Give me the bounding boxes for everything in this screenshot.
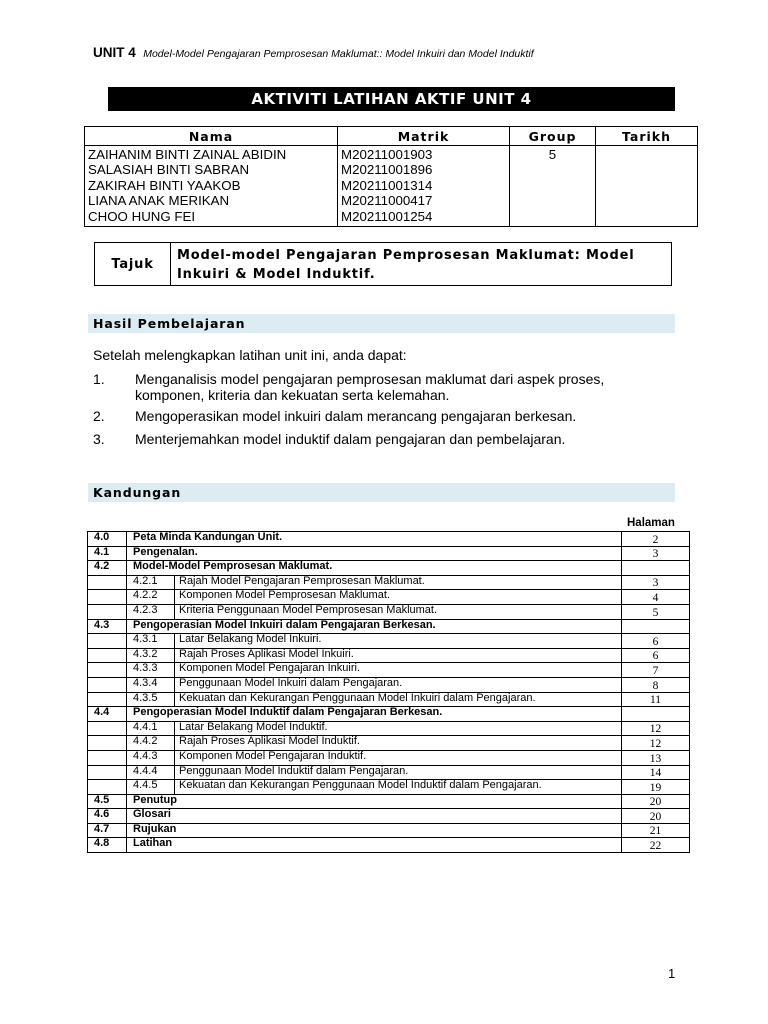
member-tarikh (596, 146, 698, 227)
members-header-row (85, 127, 698, 146)
contents-section-number (88, 648, 127, 663)
contents-page-number: 2 (622, 532, 690, 547)
kandungan-heading: Kandungan (88, 483, 675, 502)
contents-row (88, 838, 690, 853)
contents-page-number: 11 (622, 692, 690, 707)
contents-section-number: 4.8 (88, 838, 127, 853)
contents-page-number (622, 561, 690, 576)
contents-row (88, 765, 690, 780)
contents-page-number: 6 (622, 648, 690, 663)
contents-page-number (622, 619, 690, 634)
contents-section-number (88, 765, 127, 780)
contents-page-number: 22 (622, 838, 690, 853)
members-row (85, 146, 698, 227)
member-group: 5 (510, 146, 596, 227)
objective-text: Mengoperasikan model inkuiri dalam merancang pengajaran berkesan. (135, 408, 577, 424)
objective-number: 3. (93, 431, 105, 447)
contents-page-number: 14 (622, 765, 690, 780)
contents-subsection-number: 4.3.1 (127, 634, 175, 649)
page-title: AKTIVITI LATIHAN AKTIF UNIT 4 (108, 87, 675, 111)
contents-page-number: 12 (622, 736, 690, 751)
member-matrik: M20211001896 (341, 162, 433, 178)
contents-page-number: 20 (622, 794, 690, 809)
contents-section-number: 4.5 (88, 794, 127, 809)
contents-section-number (88, 575, 127, 590)
contents-table (87, 531, 690, 853)
contents-section-title: Model-Model Pemprosesan Maklumat. (127, 561, 622, 576)
contents-section-number (88, 604, 127, 619)
contents-page-number: 6 (622, 634, 690, 649)
contents-section-number (88, 677, 127, 692)
contents-section-number: 4.3 (88, 619, 127, 634)
contents-section-number: 4.2 (88, 561, 127, 576)
contents-row (88, 736, 690, 751)
contents-subsection-number: 4.3.4 (127, 677, 175, 692)
contents-table-body (88, 532, 690, 853)
contents-subsection-number: 4.3.3 (127, 663, 175, 678)
contents-section-number (88, 692, 127, 707)
contents-page-number: 21 (622, 823, 690, 838)
member-matrik: M20211001254 (341, 208, 433, 224)
contents-page-number (622, 707, 690, 722)
member-name: ZAIHANIM BINTI ZAINAL ABIDIN (88, 147, 287, 162)
contents-subsection-title: Kriteria Penggunaan Model Pemprosesan Maklumat. (175, 604, 622, 619)
member-name: SALASIAH BINTI SABRAN (88, 162, 250, 178)
contents-row (88, 677, 690, 692)
contents-page-number: 8 (622, 677, 690, 692)
contents-subsection-title: Komponen Model Pengajaran Inkuiri. (175, 663, 622, 678)
contents-subsection-number: 4.4.2 (127, 736, 175, 751)
objective-number: 1. (93, 371, 105, 387)
contents-section-number (88, 663, 127, 678)
contents-subsection-title: Rajah Model Pengajaran Pemprosesan Maklumat. (175, 575, 622, 590)
contents-subsection-title: Komponen Model Pengajaran Induktif. (175, 750, 622, 765)
contents-row (88, 750, 690, 765)
member-names (85, 146, 338, 227)
contents-section-title: Penutup (127, 794, 622, 809)
contents-subsection-number: 4.4.3 (127, 750, 175, 765)
contents-row (88, 561, 690, 576)
contents-subsection-title: Komponen Model Pemprosesan Maklumat. (175, 590, 622, 605)
contents-page-number: 3 (622, 546, 690, 561)
contents-section-number (88, 721, 127, 736)
header-unit: UNIT 4 (93, 45, 136, 60)
hasil-heading: Hasil Pembelajaran (88, 314, 675, 333)
contents-row (88, 707, 690, 722)
contents-section-number (88, 590, 127, 605)
contents-page-number: 19 (622, 780, 690, 795)
contents-subsection-title: Penggunaan Model Induktif dalam Pengajaran. (175, 765, 622, 780)
contents-section-title: Pengenalan. (127, 546, 622, 561)
tajuk-box (94, 242, 672, 286)
contents-section-number (88, 736, 127, 751)
contents-subsection-number: 4.2.1 (127, 575, 175, 590)
contents-section-number: 4.7 (88, 823, 127, 838)
contents-subsection-number: 4.4.4 (127, 765, 175, 780)
contents-section-number: 4.6 (88, 809, 127, 824)
contents-row (88, 823, 690, 838)
contents-page-number: 3 (622, 575, 690, 590)
member-matrik: M20211001314 (341, 177, 433, 193)
contents-subsection-title: Rajah Proses Aplikasi Model Inkuiri. (175, 648, 622, 663)
running-header (93, 44, 534, 62)
contents-row (88, 532, 690, 547)
col-header-matrik: Matrik (338, 127, 510, 146)
member-name: CHOO HUNG FEI (88, 208, 196, 224)
contents-row (88, 692, 690, 707)
contents-row (88, 604, 690, 619)
contents-row (88, 619, 690, 634)
contents-row (88, 648, 690, 663)
contents-page-number: 12 (622, 721, 690, 736)
contents-subsection-number: 4.3.5 (127, 692, 175, 707)
header-subtitle: Model-Model Pengajaran Pemprosesan Maklumat:: Model Inkuiri dan Model Induktif (143, 48, 534, 60)
member-matrik: M20211000417 (341, 193, 433, 209)
contents-subsection-title: Penggunaan Model Inkuiri dalam Pengajaran. (175, 677, 622, 692)
contents-subsection-title: Latar Belakang Model Induktif. (175, 721, 622, 736)
contents-section-title: Latihan (127, 838, 622, 853)
hasil-intro: Setelah melengkapkan latihan unit ini, anda dapat: (93, 347, 407, 363)
contents-page-number: 13 (622, 750, 690, 765)
col-header-group: Group (510, 127, 596, 146)
tajuk-label: Tajuk (95, 243, 171, 285)
contents-section-title: Pengoperasian Model Induktif dalam Pengajaran Berkesan. (127, 707, 622, 722)
contents-section-number (88, 750, 127, 765)
contents-row (88, 809, 690, 824)
contents-page-number: 5 (622, 604, 690, 619)
page-number: 1 (668, 966, 676, 981)
contents-row (88, 663, 690, 678)
members-table (84, 126, 698, 227)
contents-subsection-title: Kekuatan dan Kekurangan Penggunaan Model Inkuiri dalam Pengajaran. (175, 692, 622, 707)
contents-row (88, 794, 690, 809)
objective-text: Menterjemahkan model induktif dalam pengajaran dan pembelajaran. (135, 431, 566, 447)
objective-text: Menganalisis model pengajaran pemprosesan maklumat dari aspek proses, komponen, kriteria dan kekuatan serta kelemahan. (135, 371, 605, 403)
contents-subsection-number: 4.4.1 (127, 721, 175, 736)
contents-section-title: Pengoperasian Model Inkuiri dalam Pengajaran Berkesan. (127, 619, 622, 634)
tajuk-text: Model-model Pengajaran Pemprosesan Maklumat: Model Inkuiri & Model Induktif. (177, 248, 635, 282)
member-matrik: M20211001903 (341, 147, 433, 162)
contents-subsection-title: Latar Belakang Model Inkuiri. (175, 634, 622, 649)
contents-section-number: 4.1 (88, 546, 127, 561)
member-name: ZAKIRAH BINTI YAAKOB (88, 177, 241, 193)
col-header-tarikh: Tarikh (596, 127, 698, 146)
contents-section-number: 4.0 (88, 532, 127, 547)
contents-section-number: 4.4 (88, 707, 127, 722)
contents-section-title: Peta Minda Kandungan Unit. (127, 532, 622, 547)
contents-subsection-number: 4.3.2 (127, 648, 175, 663)
contents-section-number (88, 634, 127, 649)
contents-subsection-number: 4.2.2 (127, 590, 175, 605)
objective-number: 2. (93, 408, 105, 424)
contents-row (88, 780, 690, 795)
contents-row (88, 546, 690, 561)
contents-section-title: Rujukan (127, 823, 622, 838)
contents-row (88, 590, 690, 605)
contents-row (88, 634, 690, 649)
contents-section-number (88, 780, 127, 795)
contents-page-number: 4 (622, 590, 690, 605)
contents-subsection-title: Kekuatan dan Kekurangan Penggunaan Model Induktif dalam Pengajaran. (175, 780, 622, 795)
contents-section-title: Glosari (127, 809, 622, 824)
contents-subsection-title: Rajah Proses Aplikasi Model Induktif. (175, 736, 622, 751)
col-header-nama: Nama (85, 127, 338, 146)
member-matriks (338, 146, 510, 227)
contents-page-number: 20 (622, 809, 690, 824)
contents-row (88, 575, 690, 590)
contents-row (88, 721, 690, 736)
halaman-label: Halaman (627, 517, 675, 529)
contents-subsection-number: 4.4.5 (127, 780, 175, 795)
contents-page-number: 7 (622, 663, 690, 678)
contents-subsection-number: 4.2.3 (127, 604, 175, 619)
member-name: LIANA ANAK MERIKAN (88, 193, 230, 209)
